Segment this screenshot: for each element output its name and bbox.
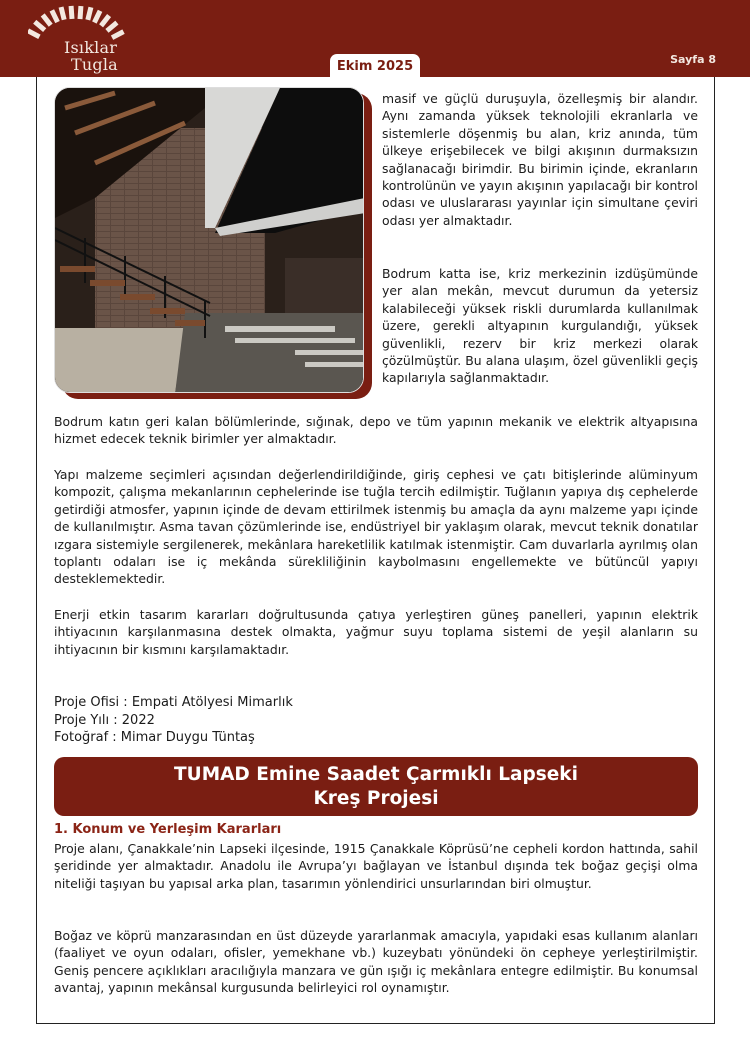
- project-title-banner: [54, 757, 698, 816]
- credit-office: Proje Ofisi : Empati Atölyesi Mimarlık: [54, 695, 293, 710]
- logo-text-line2: Tugla: [71, 55, 118, 74]
- issue-date-tab: Ekim 2025: [330, 54, 420, 78]
- project-credits: [54, 694, 293, 747]
- project-title-line2: Kreş Projesi: [313, 788, 439, 809]
- page-number: Sayfa 8: [670, 53, 716, 66]
- credit-photo: Fotoğraf : Mimar Duygu Tüntaş: [54, 730, 255, 745]
- section-heading: 1. Konum ve Yerleşim Kararları: [54, 822, 282, 837]
- photo-illustration: [55, 88, 364, 393]
- page-header: [0, 0, 750, 77]
- logo-text-line1: Isıklar: [64, 38, 118, 57]
- paragraph-location: Proje alanı, Çanakkale’nin Lapseki ilçesinde, 1915 Çanakkale Köprüsü’ne cepheli kordon hattında, sahil şeridinde yer almaktadır. Anadolu ile Avrupa’yı bağlayan ve İstanbul dışında tek boğaz geçişi olma niteliği taşıyan bu yapısal arka plan, tasarımın yönlendirici unsurlarından biri olmuştur.: [54, 841, 698, 891]
- credit-year: Proje Yılı : 2022: [54, 712, 155, 728]
- paragraph-basement: Bodrum katın geri kalan bölümlerinde, sığınak, depo ve tüm yapının mekanik ve elektrik altyapısına hizmet edecek teknik birimler yer almaktadır.: [54, 414, 698, 447]
- article-photo: [54, 87, 368, 397]
- paragraph-right-2: Bodrum katta ise, kriz merkezinin izdüşümünde yer alan mekân, mevcut durumun da yetersiz kalabileceği yüksek riskli durumlarda kullanılmak üzere, gerekli altyapının kurgulandığı, yüksek güvenlikli, rezerv bir kriz merkezi olarak çözülmüştür. Bu alana ulaşım, özel güvenlikli geçiş kapılarıyla sağlanmaktadır.: [382, 266, 698, 386]
- brand-logo: [28, 4, 138, 76]
- paragraph-materials: Yapı malzeme seçimleri açısından değerlendirildiğinde, giriş cephesi ve çatı bitişlerinde alüminyum kompozit, çalışma mekanlarının cephelerinde ise tuğla tercih edilmiştir. Tuğlanın yapıya dış cephelerde getirdiği atmosfer, yapının içinde de devam ettirilmek istenmiş bu amaçla da aynı malzeme yapı içinde de kullanılmıştır. Asma tavan çözümlerinde ise, endüstriyel bir yaklaşım olarak, mevcut teknik donatılar ızgara sistemiyle sergilenerek, mekânlara hareketlilik katılmak istenmiştir. Cam duvarlarla ayrılmış olan toplantı odaları ise iç mekânda sürekliliğinin kaybolmasını engellemekte ve bütüncül yapıyı desteklemektedir.: [54, 467, 698, 587]
- paragraph-right-1: masif ve güçlü duruşuyla, özelleşmiş bir alandır. Aynı zamanda yüksek teknolojili ekranlarla ve sistemlerle döşenmiş bu alan, kriz anında, tüm ülkeye erişebilecek ve bilgi akışının durmaksızın sağlanacağı birimdir. Bu birimin içinde, ekranların kontrolünün ve yayın akışının yapılacağı bir kontrol odası ve uluslararası yayınlar için simultane çeviri odası yer almaktadır.: [382, 91, 698, 228]
- paragraph-energy: Enerji etkin tasarım kararları doğrultusunda çatıya yerleştiren güneş panelleri, yapının elektrik ihtiyacının karşılanmasına destek olmakta, yağmur suyu toplama sistemi de yeşil alanların su ihtiyacının bir kısmını karşılamaktadır.: [54, 607, 698, 657]
- project-title-line1: TUMAD Emine Saadet Çarmıklı Lapseki: [174, 764, 578, 785]
- interior-staircase-photo: [54, 87, 364, 393]
- paragraph-views: Boğaz ve köprü manzarasından en üst düzeyde yararlanmak amacıyla, yapıdaki esas kullanım alanları (faaliyet ve oyun odaları, ofisler, yemekhane vb.) kuzeybatı yönündeki ön cepheye yerleştirilmiştir. Geniş pencere açıklıkları aracılığıyla manzara ve gün ışığı iç mekânlara entegre edilmiştir. Bu konumsal avantaj, yapının mekânsal kurgusunda belirleyici rol oynamıştır.: [54, 928, 698, 996]
